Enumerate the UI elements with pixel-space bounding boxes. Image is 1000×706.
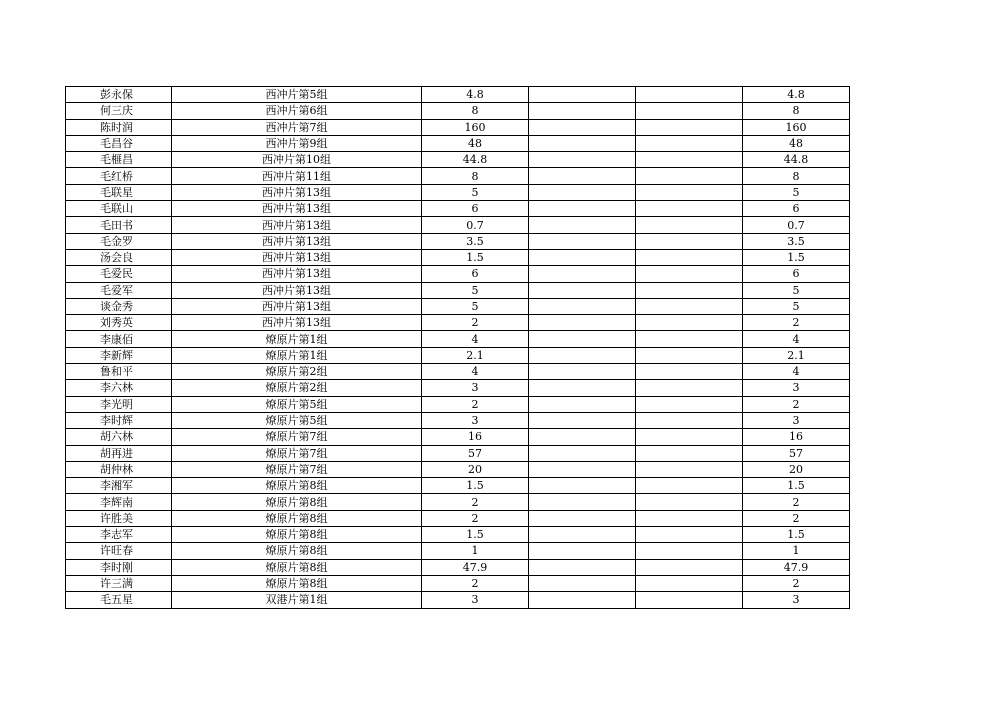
location-cell: 双港片第1组 bbox=[172, 592, 422, 608]
location-cell: 西冲片第13组 bbox=[172, 298, 422, 314]
table-row bbox=[66, 87, 850, 103]
empty-cell bbox=[636, 135, 743, 151]
empty-cell bbox=[636, 298, 743, 314]
table-row bbox=[66, 396, 850, 412]
location-cell: 燎原片第7组 bbox=[172, 461, 422, 477]
empty-cell bbox=[529, 461, 636, 477]
location-cell: 西冲片第13组 bbox=[172, 233, 422, 249]
table-row bbox=[66, 429, 850, 445]
amount-cell: 2 bbox=[422, 510, 529, 526]
amount-cell: 6 bbox=[422, 201, 529, 217]
empty-cell bbox=[636, 119, 743, 135]
total-cell: 5 bbox=[743, 282, 850, 298]
total-cell: 1.5 bbox=[743, 249, 850, 265]
empty-cell bbox=[636, 412, 743, 428]
location-cell: 燎原片第8组 bbox=[172, 494, 422, 510]
empty-cell bbox=[636, 184, 743, 200]
total-cell: 5 bbox=[743, 298, 850, 314]
total-cell: 20 bbox=[743, 461, 850, 477]
amount-cell: 5 bbox=[422, 298, 529, 314]
amount-cell: 3.5 bbox=[422, 233, 529, 249]
name-cell: 胡仲林 bbox=[66, 461, 172, 477]
table-row bbox=[66, 575, 850, 591]
location-cell: 西冲片第13组 bbox=[172, 217, 422, 233]
empty-cell bbox=[636, 494, 743, 510]
location-cell: 西冲片第13组 bbox=[172, 282, 422, 298]
table-row bbox=[66, 152, 850, 168]
location-cell: 西冲片第5组 bbox=[172, 87, 422, 103]
empty-cell bbox=[529, 543, 636, 559]
empty-cell bbox=[636, 380, 743, 396]
amount-cell: 8 bbox=[422, 168, 529, 184]
empty-cell bbox=[636, 87, 743, 103]
empty-cell bbox=[529, 249, 636, 265]
total-cell: 1.5 bbox=[743, 478, 850, 494]
empty-cell bbox=[529, 527, 636, 543]
empty-cell bbox=[529, 168, 636, 184]
location-cell: 燎原片第7组 bbox=[172, 445, 422, 461]
empty-cell bbox=[529, 364, 636, 380]
location-cell: 燎原片第2组 bbox=[172, 364, 422, 380]
empty-cell bbox=[529, 201, 636, 217]
location-cell: 燎原片第8组 bbox=[172, 575, 422, 591]
empty-cell bbox=[636, 396, 743, 412]
amount-cell: 44.8 bbox=[422, 152, 529, 168]
name-cell: 毛五星 bbox=[66, 592, 172, 608]
total-cell: 3 bbox=[743, 592, 850, 608]
empty-cell bbox=[636, 282, 743, 298]
name-cell: 李时刚 bbox=[66, 559, 172, 575]
amount-cell: 160 bbox=[422, 119, 529, 135]
table-row bbox=[66, 543, 850, 559]
amount-cell: 3 bbox=[422, 592, 529, 608]
table-row bbox=[66, 135, 850, 151]
amount-cell: 16 bbox=[422, 429, 529, 445]
location-cell: 燎原片第7组 bbox=[172, 429, 422, 445]
total-cell: 6 bbox=[743, 266, 850, 282]
location-cell: 西冲片第13组 bbox=[172, 201, 422, 217]
empty-cell bbox=[529, 559, 636, 575]
table-row bbox=[66, 380, 850, 396]
table-row bbox=[66, 168, 850, 184]
empty-cell bbox=[529, 217, 636, 233]
name-cell: 毛金罗 bbox=[66, 233, 172, 249]
location-cell: 西冲片第6组 bbox=[172, 103, 422, 119]
empty-cell bbox=[636, 249, 743, 265]
empty-cell bbox=[529, 135, 636, 151]
empty-cell bbox=[636, 152, 743, 168]
table-row bbox=[66, 184, 850, 200]
name-cell: 许三满 bbox=[66, 575, 172, 591]
table-row bbox=[66, 364, 850, 380]
amount-cell: 1 bbox=[422, 543, 529, 559]
amount-cell: 1.5 bbox=[422, 527, 529, 543]
amount-cell: 47.9 bbox=[422, 559, 529, 575]
data-table bbox=[65, 86, 850, 609]
empty-cell bbox=[529, 103, 636, 119]
name-cell: 毛爱民 bbox=[66, 266, 172, 282]
empty-cell bbox=[529, 396, 636, 412]
location-cell: 西冲片第11组 bbox=[172, 168, 422, 184]
name-cell: 毛榧昌 bbox=[66, 152, 172, 168]
amount-cell: 0.7 bbox=[422, 217, 529, 233]
amount-cell: 2 bbox=[422, 575, 529, 591]
table-row bbox=[66, 461, 850, 477]
empty-cell bbox=[636, 331, 743, 347]
total-cell: 2.1 bbox=[743, 347, 850, 363]
name-cell: 毛联星 bbox=[66, 184, 172, 200]
empty-cell bbox=[529, 412, 636, 428]
location-cell: 燎原片第8组 bbox=[172, 527, 422, 543]
empty-cell bbox=[529, 592, 636, 608]
amount-cell: 8 bbox=[422, 103, 529, 119]
name-cell: 陈时润 bbox=[66, 119, 172, 135]
location-cell: 燎原片第8组 bbox=[172, 478, 422, 494]
empty-cell bbox=[636, 527, 743, 543]
location-cell: 燎原片第8组 bbox=[172, 543, 422, 559]
empty-cell bbox=[636, 364, 743, 380]
total-cell: 4 bbox=[743, 331, 850, 347]
name-cell: 许旺春 bbox=[66, 543, 172, 559]
table-row bbox=[66, 266, 850, 282]
total-cell: 2 bbox=[743, 315, 850, 331]
name-cell: 汤会良 bbox=[66, 249, 172, 265]
table-row bbox=[66, 201, 850, 217]
empty-cell bbox=[636, 347, 743, 363]
location-cell: 燎原片第1组 bbox=[172, 331, 422, 347]
table-row bbox=[66, 119, 850, 135]
total-cell: 8 bbox=[743, 103, 850, 119]
name-cell: 李六林 bbox=[66, 380, 172, 396]
empty-cell bbox=[529, 233, 636, 249]
total-cell: 3 bbox=[743, 412, 850, 428]
name-cell: 谈金秀 bbox=[66, 298, 172, 314]
empty-cell bbox=[636, 201, 743, 217]
amount-cell: 5 bbox=[422, 184, 529, 200]
total-cell: 3 bbox=[743, 380, 850, 396]
total-cell: 0.7 bbox=[743, 217, 850, 233]
location-cell: 西冲片第7组 bbox=[172, 119, 422, 135]
amount-cell: 1.5 bbox=[422, 249, 529, 265]
amount-cell: 6 bbox=[422, 266, 529, 282]
empty-cell bbox=[636, 266, 743, 282]
total-cell: 6 bbox=[743, 201, 850, 217]
name-cell: 李志军 bbox=[66, 527, 172, 543]
empty-cell bbox=[636, 217, 743, 233]
table-row bbox=[66, 233, 850, 249]
name-cell: 何三庆 bbox=[66, 103, 172, 119]
empty-cell bbox=[529, 380, 636, 396]
name-cell: 李湘军 bbox=[66, 478, 172, 494]
name-cell: 许胜美 bbox=[66, 510, 172, 526]
empty-cell bbox=[529, 298, 636, 314]
location-cell: 燎原片第5组 bbox=[172, 396, 422, 412]
total-cell: 2 bbox=[743, 494, 850, 510]
location-cell: 燎原片第8组 bbox=[172, 510, 422, 526]
empty-cell bbox=[529, 184, 636, 200]
empty-cell bbox=[636, 103, 743, 119]
location-cell: 西冲片第9组 bbox=[172, 135, 422, 151]
total-cell: 8 bbox=[743, 168, 850, 184]
location-cell: 燎原片第8组 bbox=[172, 559, 422, 575]
table-row bbox=[66, 478, 850, 494]
table-row bbox=[66, 412, 850, 428]
location-cell: 西冲片第13组 bbox=[172, 315, 422, 331]
total-cell: 160 bbox=[743, 119, 850, 135]
name-cell: 胡再进 bbox=[66, 445, 172, 461]
amount-cell: 5 bbox=[422, 282, 529, 298]
location-cell: 燎原片第1组 bbox=[172, 347, 422, 363]
location-cell: 燎原片第5组 bbox=[172, 412, 422, 428]
table-row bbox=[66, 559, 850, 575]
location-cell: 西冲片第13组 bbox=[172, 249, 422, 265]
location-cell: 西冲片第13组 bbox=[172, 184, 422, 200]
amount-cell: 2 bbox=[422, 396, 529, 412]
amount-cell: 1.5 bbox=[422, 478, 529, 494]
empty-cell bbox=[636, 233, 743, 249]
empty-cell bbox=[529, 494, 636, 510]
empty-cell bbox=[529, 266, 636, 282]
empty-cell bbox=[529, 282, 636, 298]
name-cell: 毛田书 bbox=[66, 217, 172, 233]
table-row bbox=[66, 445, 850, 461]
empty-cell bbox=[529, 575, 636, 591]
empty-cell bbox=[636, 592, 743, 608]
empty-cell bbox=[529, 429, 636, 445]
amount-cell: 4 bbox=[422, 364, 529, 380]
amount-cell: 2 bbox=[422, 315, 529, 331]
name-cell: 李康佰 bbox=[66, 331, 172, 347]
empty-cell bbox=[636, 461, 743, 477]
empty-cell bbox=[529, 445, 636, 461]
empty-cell bbox=[529, 152, 636, 168]
name-cell: 李新辉 bbox=[66, 347, 172, 363]
table-row bbox=[66, 510, 850, 526]
total-cell: 57 bbox=[743, 445, 850, 461]
location-cell: 燎原片第2组 bbox=[172, 380, 422, 396]
table-row bbox=[66, 347, 850, 363]
empty-cell bbox=[529, 315, 636, 331]
total-cell: 5 bbox=[743, 184, 850, 200]
total-cell: 1.5 bbox=[743, 527, 850, 543]
table-row bbox=[66, 527, 850, 543]
amount-cell: 3 bbox=[422, 412, 529, 428]
table-row bbox=[66, 592, 850, 608]
empty-cell bbox=[636, 429, 743, 445]
name-cell: 鲁和平 bbox=[66, 364, 172, 380]
empty-cell bbox=[529, 478, 636, 494]
name-cell: 李光明 bbox=[66, 396, 172, 412]
total-cell: 4.8 bbox=[743, 87, 850, 103]
empty-cell bbox=[636, 510, 743, 526]
amount-cell: 2.1 bbox=[422, 347, 529, 363]
table-row bbox=[66, 494, 850, 510]
name-cell: 李辉南 bbox=[66, 494, 172, 510]
name-cell: 胡六林 bbox=[66, 429, 172, 445]
table-row bbox=[66, 315, 850, 331]
location-cell: 西冲片第13组 bbox=[172, 266, 422, 282]
total-cell: 16 bbox=[743, 429, 850, 445]
table-row bbox=[66, 249, 850, 265]
name-cell: 毛联山 bbox=[66, 201, 172, 217]
name-cell: 李时辉 bbox=[66, 412, 172, 428]
total-cell: 2 bbox=[743, 575, 850, 591]
total-cell: 47.9 bbox=[743, 559, 850, 575]
name-cell: 毛昌谷 bbox=[66, 135, 172, 151]
amount-cell: 4 bbox=[422, 331, 529, 347]
empty-cell bbox=[636, 543, 743, 559]
table-row bbox=[66, 331, 850, 347]
empty-cell bbox=[529, 331, 636, 347]
total-cell: 48 bbox=[743, 135, 850, 151]
name-cell: 彭永保 bbox=[66, 87, 172, 103]
location-cell: 西冲片第10组 bbox=[172, 152, 422, 168]
table-row bbox=[66, 282, 850, 298]
table-body bbox=[66, 87, 850, 609]
empty-cell bbox=[636, 478, 743, 494]
name-cell: 刘秀英 bbox=[66, 315, 172, 331]
amount-cell: 2 bbox=[422, 494, 529, 510]
empty-cell bbox=[636, 445, 743, 461]
name-cell: 毛红桥 bbox=[66, 168, 172, 184]
empty-cell bbox=[529, 347, 636, 363]
empty-cell bbox=[636, 168, 743, 184]
table-row bbox=[66, 298, 850, 314]
amount-cell: 20 bbox=[422, 461, 529, 477]
total-cell: 1 bbox=[743, 543, 850, 559]
empty-cell bbox=[529, 510, 636, 526]
total-cell: 2 bbox=[743, 396, 850, 412]
total-cell: 4 bbox=[743, 364, 850, 380]
table-row bbox=[66, 217, 850, 233]
amount-cell: 4.8 bbox=[422, 87, 529, 103]
amount-cell: 3 bbox=[422, 380, 529, 396]
table-row bbox=[66, 103, 850, 119]
empty-cell bbox=[529, 119, 636, 135]
total-cell: 3.5 bbox=[743, 233, 850, 249]
empty-cell bbox=[636, 575, 743, 591]
name-cell: 毛爱军 bbox=[66, 282, 172, 298]
empty-cell bbox=[529, 87, 636, 103]
empty-cell bbox=[636, 315, 743, 331]
total-cell: 2 bbox=[743, 510, 850, 526]
empty-cell bbox=[636, 559, 743, 575]
amount-cell: 48 bbox=[422, 135, 529, 151]
total-cell: 44.8 bbox=[743, 152, 850, 168]
amount-cell: 57 bbox=[422, 445, 529, 461]
